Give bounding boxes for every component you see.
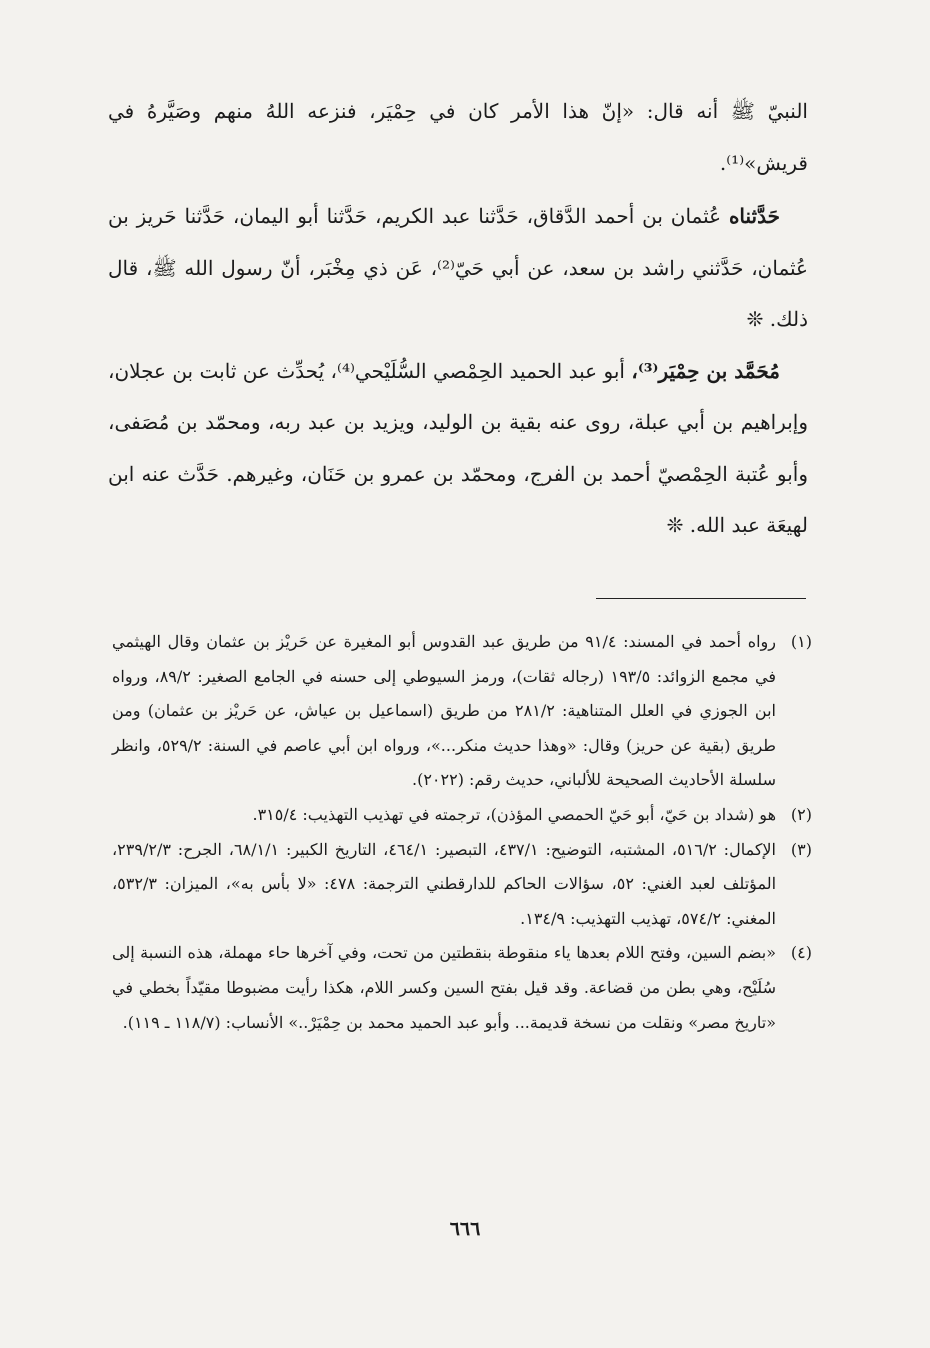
footnote-text: هو (شداد بن حَيّ، أبو حَيّ الحمصي المؤذن)، ترجمته في تهذيب التهذيب: ٣١٥/٤. [252,804,776,824]
isnad-paragraph [108,191,808,346]
footnote [112,833,812,937]
footnote [112,798,812,833]
biography-entry [108,346,808,552]
isnad-lead: حَدَّثناه [728,204,780,228]
isnad-text: عُثمان بن أحمد الدَّقاق، حَدَّثنا عبد الكريم، حَدَّثنا أبو اليمان، حَدَّثنا حَريز بن عُثمان، حَدَّثني راشد بن سعد، عن أبي حَيّ⁽²⁾، عَن ذي مِخْبَر، أنّ رسول الله ﷺ، قال ذلك. ❊ [108,204,808,331]
entry-text: أبو عبد الحميد الحِمْصي السُّلَيْحي⁽⁴⁾، يُحدِّث عن ثابت بن عجلان، وإبراهيم بن أبي عبلة، روى عنه بقية بن الوليد، ويزيد بن عبد ربه، ومحمّد بن مُصَفى، وأبو عُتبة الحِمْصيّ أحمد بن الفرج، ومحمّد بن عمرو بن حَنَان، وغيرهم. حَدَّث عنه ابن لهيعَة عبد الله. ❊ [108,358,808,537]
footnote-number: (١) [790,632,812,651]
footnote-separator [596,598,806,599]
footnote [112,936,812,1040]
footnote-text: رواه أحمد في المسند: ٩١/٤ من طريق عبد القدوس أبو المغيرة عن حَريْز بن عثمان وقال الهيثمي في مجمع الزوائد: ١٩٣/٥ (رجاله ثقات)، ورمز السيوطي إلى حسنه في الجامع الصغير: ٨٩/٢، ورواه ابن الجوزي في العلل المتناهية: ٢٨١/٢ من طريق (اسماعيل بن عياش، عن حَريْز بن عثمان) ومن طريق (بقية عن حريز) وقال: «وهذا حديث منكر...»، ورواه ابن أبي عاصم في السنة: ٥٢٩/٢، وانظر سلسلة الأحاديث الصحيحة للألباني، حديث رقم: (٢٠٢٢). [112,632,777,790]
page-number: ٦٦٦ [449,1218,481,1240]
footnote-number: (٢) [790,804,812,824]
footnote-number: (٣) [790,839,812,859]
entry-name: مُحَمَّد بن حِمْيَر⁽³⁾، [631,358,780,383]
footnote-text: «بضم السين، وفتح اللام بعدها ياء منقوطة بنقطتين من تحت، وفي آخرها حاء مهملة، هذه النسبة إلى سُلَيْح، وهي بطن من قضاعة. وقد قيل بفتح السين وكسر اللام، هكذا رأيت مضبوطا مقيّداً بخطي في «تاريخ مصر» ونقلت من نسخة قديمة... وأبو عبد الحميد محمد بن حِمْيَرْ..» الأنساب: (١١٨/٧ ـ ١١٩). [112,943,776,1032]
hadith-paragraph: النبيّ ﷺ أنه قال: «إنّ هذا الأمر كان في حِمْيَر، فنزعه اللهُ منهم وصَيَّرهُ في قريش»⁽¹⁾. [108,99,808,175]
footnote-text: الإكمال: ٥١٦/٢، المشتبه، التوضيح: ٤٣٧/١، التبصير: ٤٦٤/١، التاريخ الكبير: ٦٨/١/١، الجرح: ٢٣٩/٢/٣، المؤتلف لعبد الغني: ٥٢، سؤالات الحاكم للدارقطني الترجمة: ٤٧٨: «لا بأس به»، الميزان: ٥٣٢/٣، المغني: ٥٧٤/٢، تهذيب التهذيب: ١٣٤/٩. [112,839,777,928]
footnotes [112,625,812,1040]
main-text [108,84,808,552]
footnote-number: (٤) [790,943,812,963]
footnote [112,625,812,798]
